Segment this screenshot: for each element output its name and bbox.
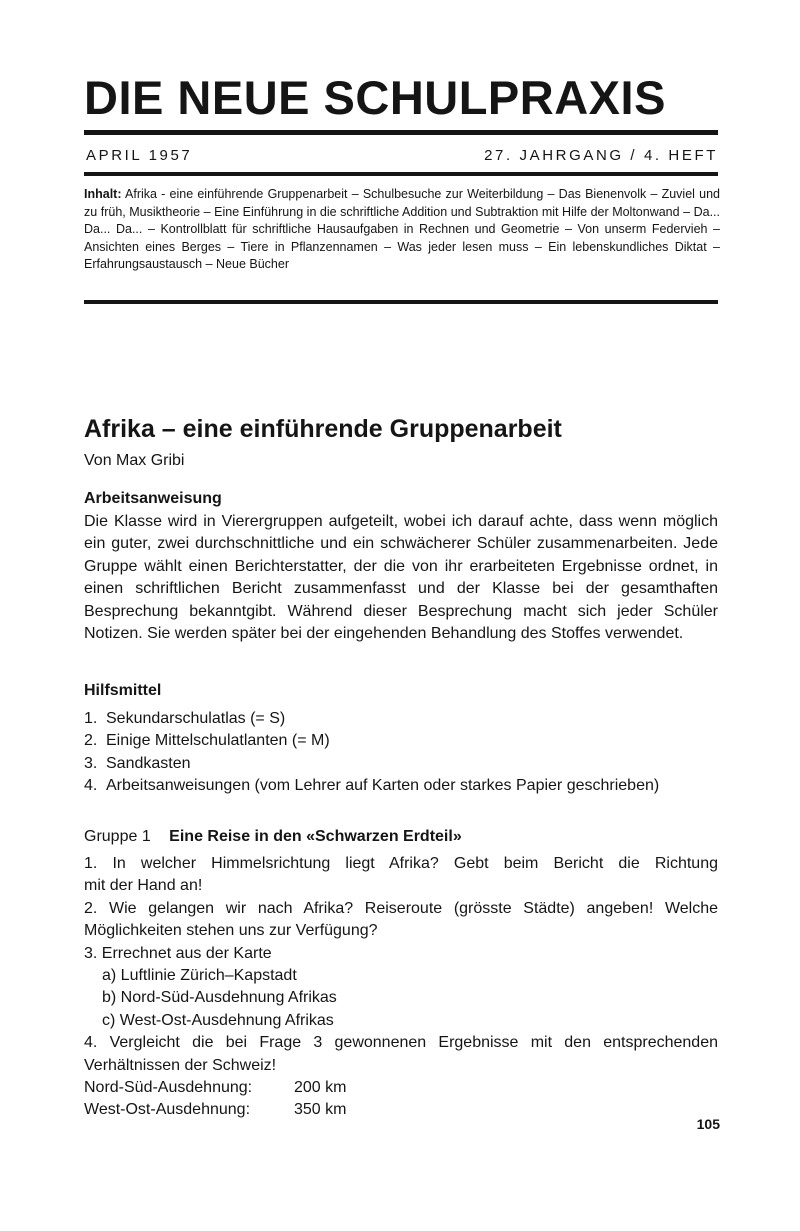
arbeitsanweisung-paragraph: Die Klasse wird in Vierergruppen aufgeteilt, wobei ich darauf achte, dass wenn möglich ein guter, zwei durchschnittliche und ein schwächerer Schüler zusammenarbeiten. Jede Gruppe wählt einen Berichterstatter, der die von ihr erarbeiteten Ergebnisse ordnet, in einen schriftlichen Bericht zusammenfasst und der Klasse bei der gesamthaften Besprechung bekanntgibt. Während dieser Besprechung macht sich jeder Schüler Notizen. Sie werden später bei der eingehenden Behandlung des Stoffes verwendet.: [84, 513, 718, 643]
contents-rule: [84, 300, 718, 304]
issue-line: [86, 147, 718, 165]
question-3-subitem: b) Nord-Süd-Ausdehnung Afrikas: [102, 989, 337, 1007]
question-4-line-2: Verhältnissen der Schweiz!: [84, 1056, 277, 1074]
article-byline: Von Max Gribi: [84, 452, 185, 469]
list-item: 4. Arbeitsanweisungen (vom Lehrer auf Karten oder starkes Papier geschrieben): [84, 777, 660, 795]
question-1-line-2: mit der Hand an!: [84, 877, 203, 895]
issue-date: APRIL 1957: [86, 147, 193, 164]
volume-issue: 27. JAHRGANG / 4. HEFT: [484, 147, 718, 164]
dimension-row: [84, 1077, 718, 1099]
dimension-label: Nord-Süd-Ausdehnung:: [84, 1079, 253, 1097]
question-3: 3. Errechnet aus der Karte: [84, 944, 272, 962]
page-number: 105: [696, 1116, 720, 1132]
group-1-questions: [84, 853, 718, 1122]
contents-text: Afrika - eine einführende Gruppenarbeit – Schulbesuche zur Weiterbildung – Das Bienenvolk – Zuviel und zu früh, Musiktheorie – Eine Einführung in die schriftliche Addition und Subtraktion mit Hilfe der Moltonwand – Da... Da... Da... – Kontrollblatt für schriftliche Hausaufgaben in Rechnen und Geometrie – Von unserm Federvieh – Ansichten eines Berges – Tiere in Pflanzennamen – Was jeder lesen muss – Ein lebenskundliches Diktat – Erfahrungsaustausch – Neue Bücher: [84, 187, 720, 271]
question-2-line-2: Möglichkeiten stehen uns zur Verfügung?: [84, 922, 378, 940]
group-title: Eine Reise in den «Schwarzen Erdteil»: [169, 828, 462, 845]
dimension-label: West-Ost-Ausdehnung:: [84, 1101, 251, 1119]
list-item: 1. Sekundarschulatlas (= S): [84, 710, 286, 727]
group-label: Gruppe 1: [84, 828, 151, 845]
group-1-heading: [84, 826, 462, 848]
dimension-value: 200 km: [294, 1079, 347, 1097]
dimension-row: [84, 1099, 718, 1121]
masthead-rule: [84, 130, 718, 135]
journal-title: DIE NEUE SCHULPRAXIS: [84, 71, 666, 124]
dimension-value: 350 km: [294, 1101, 347, 1119]
section-heading-arbeitsanweisung: Arbeitsanweisung: [84, 490, 222, 507]
list-item: 2. Einige Mittelschulatlanten (= M): [84, 732, 330, 750]
section-heading-hilfsmittel: Hilfsmittel: [84, 682, 162, 699]
question-3-subitem: c) West-Ost-Ausdehnung Afrikas: [102, 1011, 334, 1029]
question-1-line-1: 1. In welcher Himmelsrichtung liegt Afrika? Gebt beim Bericht die Richtung: [84, 855, 718, 872]
table-of-contents: [84, 186, 720, 274]
hilfsmittel-list: [84, 708, 718, 798]
contents-label: Inhalt:: [84, 187, 122, 201]
question-3-subitem: a) Luftlinie Zürich–Kapstadt: [102, 967, 297, 985]
issue-rule: [84, 172, 718, 176]
list-item: 3. Sandkasten: [84, 754, 191, 772]
question-4-line-1: 4. Vergleicht die bei Frage 3 gewonnenen Ergebnisse mit den entsprechenden: [84, 1034, 718, 1052]
question-2-line-1: 2. Wie gelangen wir nach Afrika? Reiseroute (grösste Städte) angeben! Welche: [84, 899, 718, 917]
article-title: Afrika – eine einführende Gruppenarbeit: [84, 415, 562, 443]
